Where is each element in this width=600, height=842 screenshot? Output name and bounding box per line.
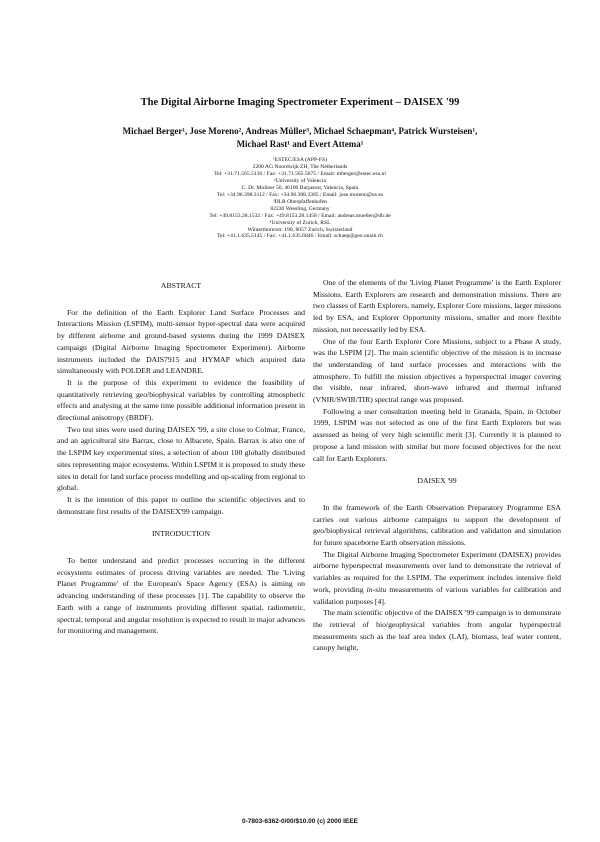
authors-line-2: Michael Rast¹ and Evert Attema¹ — [236, 139, 364, 149]
abstract-paragraph: For the definition of the Earth Explorer Land Surface Processes and Interactions Mission (LSPIM), multi-sensor hyper-spectral data were acquired by different airborne and ground-based systems during the 1999 DAISEX campaign (Digital Airborne Imaging Spectrometer Experiment). Airborne instruments included the DAIS7915 and HYMAP which acquired data simultaneously with POLDER and LEANDRE. — [57, 307, 305, 376]
introduction-paragraph: To better understand and predict processes occurring in the different ecosystems estimates of process driving variables are needed. The 'Living Planet Programme' of the European's Space Agency (ESA) is aiming on advancing understanding of these processes [1]. The capability to observe the Earth with a range of instruments providing different spatial, radiometric, spectral, temporal and angular resolution is expected to result in major advances for monitoring and management. — [57, 556, 305, 636]
affiliation-line: Tel: +49.8153.28.1532 / Fax: +49.8153.28.1458 / Email: andreas.mueller@dlr.de — [209, 212, 391, 219]
affiliation-line: ¹ESTEC/ESA (APP-FS) — [272, 157, 328, 163]
affiliation-line: ⁴University of Zurich, RSL — [269, 219, 331, 226]
body-paragraph: Following a user consultation meeting held in Granada, Spain, in October 1999, LSPIM was not selected as one of the first Earth Explorers but was assessed as being of very high scientific merit [3]. Currently it is planned to propose a land mission with similar but more focused objectives for the next call for Earth Explorers. — [313, 406, 561, 463]
body-paragraph: One of the four Earth Explorer Core Missions, subject to a Phase A study, was the LSPIM [2]. The main scientific objective of the mission is to increase the understanding of land surface processes and interactions with the atmosphere. To fulfill the mission objectives a hyperspectral imager covering the visible, near infrared, short-wave infrared and thermal infrared (VNIR/SWIR/TIR) spectral range was proposed. — [313, 336, 561, 405]
affiliation-line: ³DLR Oberpfaffenhofen — [272, 198, 328, 205]
authors-line-1: Michael Berger¹, Jose Moreno², Andreas Müller³, Michael Schaepman⁴, Patrick Wursteisen¹, — [122, 126, 478, 136]
affiliation-line: Tel: +41.1.635.5145 / Fax: +41.1.635.6846 / Email: schaep@geo.unizh.ch — [217, 233, 383, 240]
daisex-text: The Digital Airborne Imaging Spectrometer Experiment (DAISEX) provides airborne hyperspectral measurements over land to demonstrate the retrieval of variables as required for the LSPIM. The experiment includes intensive field work, providing — [313, 549, 561, 594]
introduction-heading: INTRODUCTION — [151, 529, 211, 539]
daisex-paragraph: In the framework of the Earth Observation Preparatory Programme ESA carries out various airborne campaigns to support the development of geo/biophysical retrieval algorithms, calibration and validation and simulation for future spaceborne Earth observation missions. — [313, 502, 561, 548]
affiliation-line: C. Dr. Moliner 50, 46100 Burjassot, Valencia, Spain — [241, 184, 359, 191]
author-list — [70, 125, 530, 151]
abstract-paragraph: Two test sites were used during DAISEX '99, a site close to Colmar, France, and an agricultural site Barrax, close to Albacete, Spain. Barrax is also one of the LSPIM key experimental sites, a selection of about 100 globally distributed sites representing major ecosystems. Within LSPIM it is proposed to study these sites in detail for land surface process modelling and up-scaling from regional to global. — [57, 424, 305, 493]
affiliation-line: Tel: +31.71.565.5136 / Fax: +31.71.565.5675 / Email: mberger@estec.esa.nl — [214, 170, 386, 177]
affiliations — [150, 157, 450, 240]
paper-title: The Digital Airborne Imaging Spectrometer Experiment – DAISEX '99 — [140, 97, 460, 108]
body-paragraph: One of the elements of the 'Living Planet Programme' is the Earth Explorer Missions. Earth Explorers are research and demonstration missions. There are two classes of Earth Explorers, namely, Explorer Core missions, larger missions led by ESA, and Explorer Opportunity missions, smaller and more flexible mission, not necessarily led by ESA. — [313, 278, 561, 334]
affiliation-line: 2200 AG Noordwijk ZH, The Netherlands — [252, 163, 348, 170]
abstract-heading: ABSTRACT — [160, 281, 202, 290]
daisex-text: measurements of various variables for calibration and validation purposes [4]. — [313, 584, 561, 606]
abstract-paragraph: It is the purpose of this experiment to evidence the feasibility of quantitatively retrieving geo/biophysical variables by controlling atmospheric effects and analysing at the same time possible additional information present in directional anisotropy (BRDF). — [57, 377, 305, 423]
affiliation-line: Winterthurerstr. 190, 8057 Zurich, Switzerland — [247, 226, 353, 233]
daisex-emphasis: in-situ — [366, 584, 387, 594]
daisex-paragraph: The main scientific objective of the DAISEX '99 campaign is to demonstrate the retrieval of bio/geophysical variables from angular hyperspectral measurements such as the leaf area index (LAI), biomass, leaf water content, canopy height, — [313, 608, 561, 653]
affiliation-line: ²University of Valencia — [274, 177, 326, 184]
right-column — [313, 277, 561, 654]
daisex-paragraph — [313, 549, 561, 608]
abstract-paragraph: It is the intention of this paper to outline the scientific objectives and to demonstrate first results of the DAISEX'99 campaign. — [57, 494, 305, 516]
affiliation-line: 82230 Wessling, Germany — [270, 205, 330, 212]
affiliation-line: Tel: +34.96.398.3112 / Fax: +34.96.398.3385 / Email: jose.moreno@uv.es — [216, 191, 384, 198]
daisex-heading: DAISEX '99 — [417, 476, 457, 486]
copyright-footer: 0-7803-6362-0/00/$10.00 (c) 2000 IEEE — [241, 818, 358, 825]
left-column — [57, 280, 305, 637]
